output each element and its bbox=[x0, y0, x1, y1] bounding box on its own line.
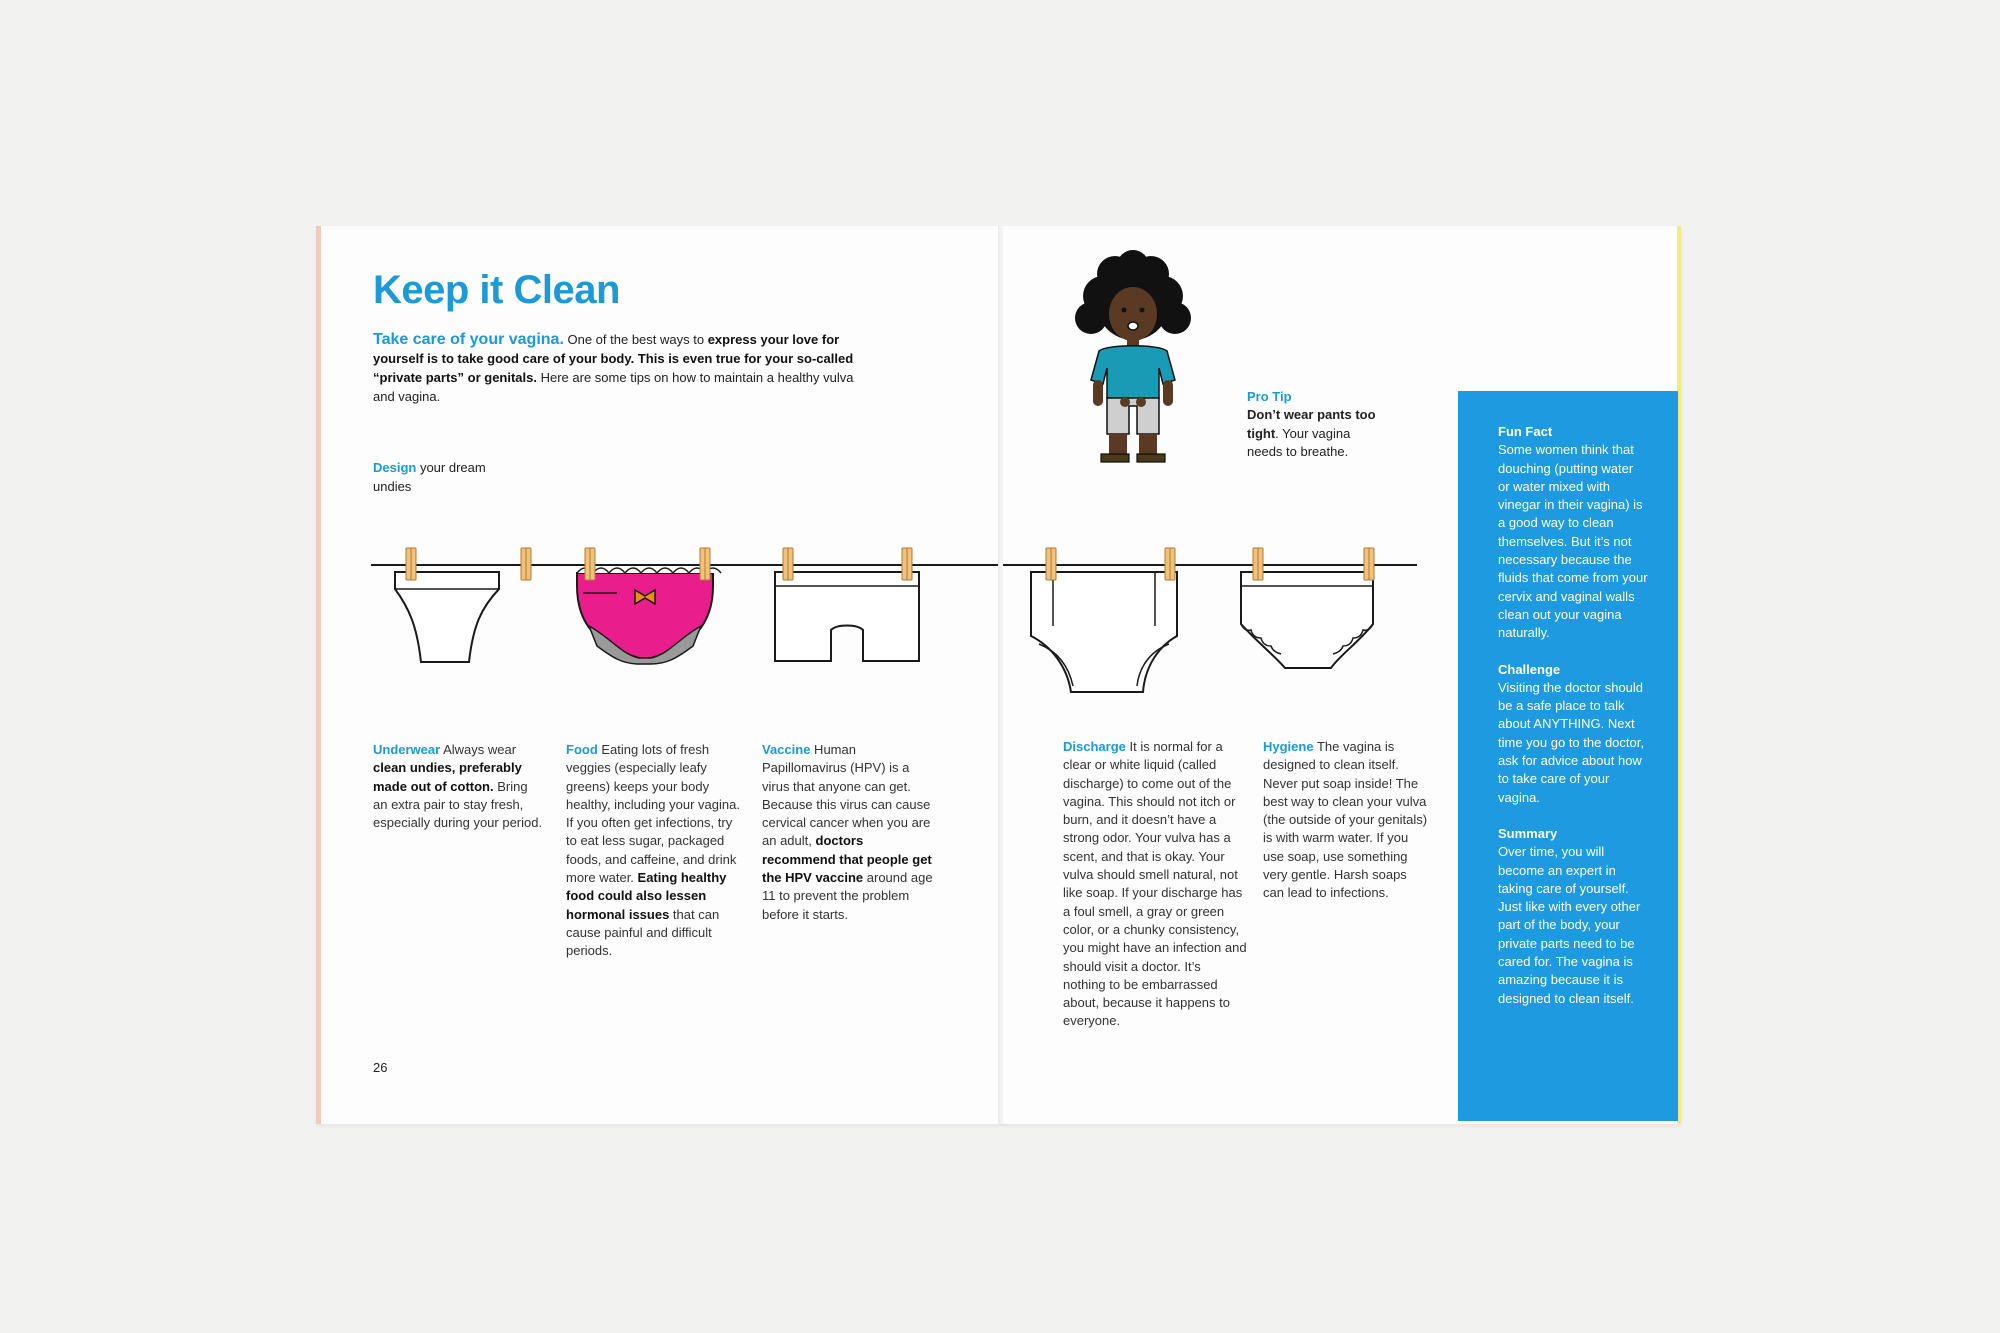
sidebar-text bbox=[1498, 423, 1648, 1026]
discharge-label: Discharge bbox=[1063, 739, 1126, 754]
underwear-label: Underwear bbox=[373, 742, 441, 757]
granny-briefs-icon bbox=[1031, 572, 1177, 692]
design-label: Design bbox=[373, 460, 417, 475]
summary-label: Summary bbox=[1498, 825, 1558, 841]
challenge-text: Visiting the doctor should be a safe place to talk about ANYTHING. Next time you go to the doctor, ask for advice about how to take care of your vagina. bbox=[1498, 679, 1644, 805]
right-page bbox=[1003, 226, 1681, 1124]
underwear-tip bbox=[373, 741, 545, 832]
vaccine-text-1: Human Papillomavirus (HPV) is a virus that anyone can get. Because this virus can cause cervical cancer when you are an adult, bbox=[762, 742, 931, 849]
challenge-label: Challenge bbox=[1498, 661, 1561, 677]
left-page bbox=[316, 226, 1005, 1124]
vaccine-bold: doctors recommend that people get the HPV vaccine bbox=[762, 833, 932, 886]
vaccine-text-2: around age 11 to prevent the problem before it starts. bbox=[762, 870, 933, 922]
lace-briefs-icon bbox=[1241, 572, 1373, 668]
hygiene-tip bbox=[1263, 738, 1431, 903]
design-text: your dream undies bbox=[373, 460, 486, 494]
intro-text-1: One of the best ways to bbox=[563, 332, 708, 347]
pro-tip-bold: Don’t wear pants too tight bbox=[1247, 407, 1376, 441]
book-spread bbox=[316, 226, 1680, 1124]
underwear-bold: clean undies, preferably made out of cotton. bbox=[373, 760, 522, 794]
page-title: Keep it Clean bbox=[373, 268, 620, 312]
intro-bold: express your love for yourself is to take good care of your body. This is even true for your so-called “private parts” or genitals. bbox=[373, 332, 854, 385]
underwear-text-2: Bring an extra pair to stay fresh, especially during your period. bbox=[373, 778, 543, 831]
vaccine-label: Vaccine bbox=[762, 742, 811, 757]
fun-fact-label: Fun Fact bbox=[1498, 424, 1553, 439]
vaccine-tip bbox=[762, 741, 940, 924]
pro-tip-text: . Your vagina needs to breathe. bbox=[1247, 425, 1351, 459]
summary-text: Over time, you will become an expert in taking care of yourself. Just like with every other part of the body, your private parts need to be cared for. The vagina is amazing because it is designed to clean itself. bbox=[1498, 844, 1641, 1006]
clothesline-illustration-left bbox=[321, 226, 1005, 546]
food-text-2: that can cause painful and difficult periods. bbox=[566, 906, 720, 959]
intro-text-2: Here are some tips on how to maintain a healthy vulva and vagina. bbox=[373, 370, 854, 404]
boxer-shorts-icon bbox=[775, 572, 919, 661]
clothesline-illustration-right bbox=[1003, 226, 1463, 546]
discharge-tip bbox=[1063, 738, 1247, 1031]
fun-fact bbox=[1498, 423, 1648, 643]
summary bbox=[1498, 825, 1648, 1008]
discharge-text: It is normal for a clear or white liquid (called discharge) to come out of the vagina. This should not itch or burn, and it doesn’t have a strong odor. Your vulva has a scent, and that is okay. Your vulva should smell natural, not like soap. If your discharge has a foul smell, a gray or green color, or a chunky consistency, you might have an infection and should visit a doctor. It’s nothing to be embarrassed about, because it happens to everyone. bbox=[1063, 739, 1247, 1029]
hygiene-text: The vagina is designed to clean itself. Never put soap inside! The best way to clean your vulva (the outside of your genitals) is with warm water. If you use soap, use something very gentle. Harsh soaps can lead to infections. bbox=[1263, 739, 1428, 901]
intro-lead: Take care of your vagina. bbox=[373, 331, 564, 348]
food-label: Food bbox=[566, 742, 598, 757]
food-text-1: Eating lots of fresh veggies (especially leafy greens) keeps your body healthy, including your vagina. If you often get infections, try to eat less sugar, packaged foods, and caffeine, and drink more water. bbox=[566, 742, 740, 886]
food-bold: Eating healthy food could also lessen hormonal issues bbox=[566, 870, 727, 922]
white-briefs-icon bbox=[395, 572, 499, 662]
pro-tip-label: Pro Tip bbox=[1247, 389, 1292, 404]
page-number: 26 bbox=[373, 1060, 388, 1075]
sidebar-blue-box bbox=[1458, 391, 1678, 1121]
challenge bbox=[1498, 661, 1648, 807]
underwear-text-1: Always wear bbox=[440, 742, 517, 757]
pink-undies-icon bbox=[577, 568, 721, 664]
food-tip bbox=[566, 741, 740, 961]
fun-fact-text: Some women think that douching (putting water or water mixed with vinegar in their vagina) is a good way to clean themselves. But it’s not necessary because the fluids that come from your cervix and vaginal walls clean out your vagina naturally. bbox=[1498, 442, 1648, 641]
hygiene-label: Hygiene bbox=[1263, 739, 1314, 754]
